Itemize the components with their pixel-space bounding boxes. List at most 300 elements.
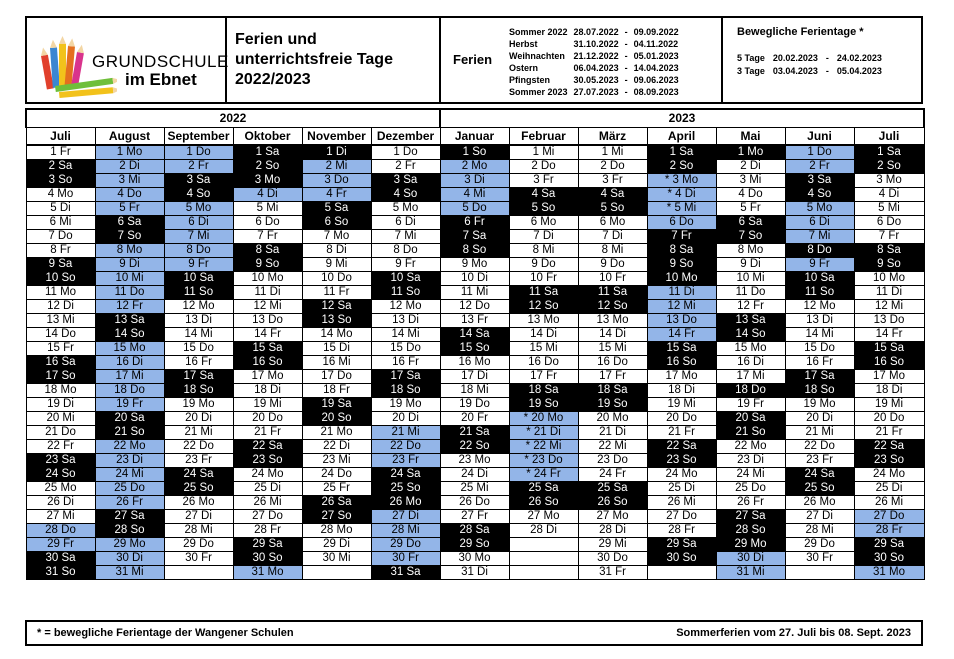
day-cell: 12 Fr: [716, 300, 785, 314]
day-cell: 15 Mi: [578, 342, 647, 356]
day-row: [26, 398, 924, 412]
day-cell: 2 Di: [716, 160, 785, 174]
day-cell: 15 Do: [785, 342, 854, 356]
day-cell: 9 So: [233, 258, 302, 272]
day-cell: 23 Fr: [785, 454, 854, 468]
bewegliche-to: 05.04.2023: [836, 66, 882, 76]
ferien-from: 27.07.2023: [573, 87, 619, 97]
day-cell: * 4 Di: [647, 188, 716, 202]
day-cell: 18 Di: [647, 384, 716, 398]
day-cell: 9 Fr: [371, 258, 440, 272]
day-cell: 26 Fr: [95, 496, 164, 510]
day-cell: 3 Sa: [164, 174, 233, 188]
day-cell: 11 Di: [647, 286, 716, 300]
day-cell: 27 Sa: [95, 510, 164, 524]
day-cell: 19 Fr: [95, 398, 164, 412]
month-header: April: [647, 127, 716, 145]
day-cell: 29 Do: [785, 538, 854, 552]
day-cell: 24 Di: [440, 468, 509, 482]
day-cell: 16 Fr: [785, 356, 854, 370]
bewegliche-title: Bewegliche Ferientage *: [737, 26, 864, 38]
ferien-to: 14.04.2023: [633, 63, 679, 73]
day-cell: 8 Sa: [233, 244, 302, 258]
day-cell: 2 So: [854, 160, 924, 174]
day-cell: 2 So: [647, 160, 716, 174]
day-cell: 7 Sa: [440, 230, 509, 244]
day-cell: 3 Mi: [716, 174, 785, 188]
day-cell: 22 Do: [371, 440, 440, 454]
day-cell: 31 Fr: [578, 566, 647, 580]
day-cell: 6 Di: [785, 216, 854, 230]
day-cell: 1 Fr: [26, 145, 95, 160]
day-cell: 16 Do: [578, 356, 647, 370]
day-cell: 3 So: [26, 174, 95, 188]
day-cell: 31 Mi: [95, 566, 164, 580]
day-cell: 25 Mo: [26, 482, 95, 496]
ferien-to: 09.09.2022: [633, 27, 679, 37]
day-row: [26, 426, 924, 440]
day-cell: 13 Fr: [440, 314, 509, 328]
day-cell: 8 Fr: [26, 244, 95, 258]
day-cell: 30 Mo: [440, 552, 509, 566]
bewegliche-ferientage: [723, 18, 921, 102]
day-cell: 19 Di: [26, 398, 95, 412]
day-cell: 29 Sa: [233, 538, 302, 552]
day-cell: 9 Sa: [26, 258, 95, 272]
day-cell: 3 Do: [302, 174, 371, 188]
day-row: [26, 272, 924, 286]
bewegliche-days: 3 Tage: [737, 66, 765, 76]
day-cell: 24 Sa: [164, 468, 233, 482]
day-cell: 16 Di: [95, 356, 164, 370]
day-cell: 7 Fr: [854, 230, 924, 244]
day-cell: 1 Mo: [95, 145, 164, 160]
day-cell: 30 Do: [578, 552, 647, 566]
day-row: [26, 216, 924, 230]
day-cell: 22 Do: [164, 440, 233, 454]
day-cell: [785, 566, 854, 580]
day-cell: 27 Do: [647, 510, 716, 524]
ferien-to: 05.01.2023: [633, 51, 679, 61]
day-cell: 4 Di: [854, 188, 924, 202]
day-cell: 13 Do: [233, 314, 302, 328]
day-cell: 25 Di: [854, 482, 924, 496]
ferien-separator: -: [624, 87, 628, 97]
day-cell: 20 Di: [371, 412, 440, 426]
day-cell: 18 Di: [854, 384, 924, 398]
day-cell: 5 So: [578, 202, 647, 216]
month-header: November: [302, 127, 371, 145]
day-cell: 8 Do: [164, 244, 233, 258]
day-cell: 20 Do: [647, 412, 716, 426]
day-cell: 2 Sa: [26, 160, 95, 174]
day-cell: 16 So: [233, 356, 302, 370]
day-cell: 9 Di: [95, 258, 164, 272]
month-header: August: [95, 127, 164, 145]
day-cell: 20 So: [302, 412, 371, 426]
day-cell: 10 Do: [302, 272, 371, 286]
day-cell: 18 Mo: [26, 384, 95, 398]
day-cell: 22 Sa: [647, 440, 716, 454]
day-cell: 21 Mi: [785, 426, 854, 440]
day-cell: 24 Do: [302, 468, 371, 482]
day-cell: 17 Mo: [647, 370, 716, 384]
day-cell: 30 So: [233, 552, 302, 566]
day-cell: 15 Mo: [716, 342, 785, 356]
day-cell: 3 Di: [440, 174, 509, 188]
day-cell: 18 So: [164, 384, 233, 398]
year-header: 2022: [26, 109, 440, 127]
day-cell: 20 Di: [164, 412, 233, 426]
day-cell: 19 Mo: [785, 398, 854, 412]
day-cell: 25 Sa: [509, 482, 578, 496]
day-cell: 26 Mi: [854, 496, 924, 510]
day-cell: 28 So: [716, 524, 785, 538]
day-cell: 19 Do: [440, 398, 509, 412]
day-cell: 24 Fr: [578, 468, 647, 482]
day-cell: 28 Mi: [164, 524, 233, 538]
day-cell: 3 Mo: [854, 174, 924, 188]
day-cell: 7 Di: [578, 230, 647, 244]
day-cell: 10 Mi: [95, 272, 164, 286]
day-cell: 15 So: [440, 342, 509, 356]
day-cell: 13 So: [302, 314, 371, 328]
day-cell: 1 Di: [302, 145, 371, 160]
day-cell: 9 Fr: [785, 258, 854, 272]
day-cell: 26 Mo: [785, 496, 854, 510]
day-cell: 16 So: [854, 356, 924, 370]
day-cell: 21 Di: [578, 426, 647, 440]
day-cell: 29 Do: [371, 538, 440, 552]
day-cell: * 20 Mo: [509, 412, 578, 426]
day-cell: 5 Sa: [302, 202, 371, 216]
day-cell: 12 Mi: [233, 300, 302, 314]
bewegliche-table: [737, 52, 890, 78]
day-cell: 7 Di: [509, 230, 578, 244]
day-cell: 30 Fr: [785, 552, 854, 566]
ferien-table: [509, 26, 685, 98]
day-cell: 29 Do: [164, 538, 233, 552]
day-cell: 2 So: [233, 160, 302, 174]
day-cell: 12 Sa: [302, 300, 371, 314]
day-row: [26, 244, 924, 258]
day-cell: 9 Mo: [440, 258, 509, 272]
day-cell: 5 Do: [440, 202, 509, 216]
day-cell: 12 Di: [26, 300, 95, 314]
day-cell: 29 Mo: [95, 538, 164, 552]
day-cell: 10 Fr: [509, 272, 578, 286]
header: [25, 16, 923, 104]
day-cell: 3 Fr: [578, 174, 647, 188]
day-cell: 27 Sa: [716, 510, 785, 524]
day-cell: 27 Mi: [26, 510, 95, 524]
day-cell: 1 Do: [371, 145, 440, 160]
day-cell: 28 Fr: [647, 524, 716, 538]
ferien-name: Pfingsten: [509, 75, 551, 85]
day-cell: [302, 566, 371, 580]
ferien-from: 30.05.2023: [573, 75, 619, 85]
day-cell: 13 Sa: [716, 314, 785, 328]
day-cell: 30 Sa: [26, 552, 95, 566]
day-cell: 7 Fr: [233, 230, 302, 244]
ferien-name: Ostern: [509, 63, 539, 73]
day-cell: 17 So: [26, 370, 95, 384]
day-cell: 27 Di: [164, 510, 233, 524]
ferien-row: [509, 86, 685, 98]
day-cell: 13 Mi: [26, 314, 95, 328]
day-cell: 17 Fr: [509, 370, 578, 384]
bewegliche-row: [737, 65, 890, 78]
day-cell: 21 So: [95, 426, 164, 440]
day-cell: 16 Sa: [26, 356, 95, 370]
day-cell: 11 So: [371, 286, 440, 300]
day-row: [26, 300, 924, 314]
day-cell: 26 So: [578, 496, 647, 510]
ferien-row: [509, 74, 685, 86]
day-cell: 17 Do: [302, 370, 371, 384]
day-cell: 4 Do: [95, 188, 164, 202]
day-cell: 9 Do: [509, 258, 578, 272]
day-cell: 8 Do: [785, 244, 854, 258]
day-cell: * 21 Di: [509, 426, 578, 440]
day-cell: 10 Sa: [371, 272, 440, 286]
day-cell: * 23 Do: [509, 454, 578, 468]
day-cell: 27 Do: [233, 510, 302, 524]
day-cell: 24 Mo: [647, 468, 716, 482]
day-cell: 16 Mi: [302, 356, 371, 370]
day-cell: 18 So: [785, 384, 854, 398]
day-cell: 15 Mo: [95, 342, 164, 356]
day-cell: 3 Sa: [371, 174, 440, 188]
day-cell: 15 Sa: [854, 342, 924, 356]
ferien-separator: -: [624, 39, 628, 49]
day-cell: 26 Mo: [371, 496, 440, 510]
day-cell: 14 Mi: [371, 328, 440, 342]
day-cell: 20 Mi: [26, 412, 95, 426]
day-cell: 10 So: [26, 272, 95, 286]
day-cell: 24 Mo: [854, 468, 924, 482]
day-cell: 25 Di: [233, 482, 302, 496]
day-cell: * 24 Fr: [509, 468, 578, 482]
day-cell: 30 Di: [716, 552, 785, 566]
day-cell: 3 Mi: [95, 174, 164, 188]
day-cell: 29 Mo: [716, 538, 785, 552]
day-cell: 13 Di: [785, 314, 854, 328]
day-cell: 3 Fr: [509, 174, 578, 188]
ferien-row: [509, 38, 685, 50]
day-cell: 5 Mo: [371, 202, 440, 216]
day-cell: 9 Di: [716, 258, 785, 272]
day-cell: 9 Do: [578, 258, 647, 272]
ferien-separator: -: [624, 51, 628, 61]
day-row: [26, 188, 924, 202]
day-cell: 6 Di: [164, 216, 233, 230]
day-row: [26, 286, 924, 300]
day-cell: 25 Mi: [440, 482, 509, 496]
day-cell: 4 So: [785, 188, 854, 202]
day-cell: 26 Fr: [716, 496, 785, 510]
day-cell: 8 Mo: [716, 244, 785, 258]
day-cell: 14 Fr: [854, 328, 924, 342]
day-cell: 7 Mi: [164, 230, 233, 244]
day-cell: 2 Fr: [785, 160, 854, 174]
day-cell: 17 Di: [440, 370, 509, 384]
day-cell: 7 So: [716, 230, 785, 244]
day-cell: 11 Fr: [302, 286, 371, 300]
ferien-to: 04.11.2022: [633, 39, 679, 49]
day-cell: 10 Fr: [578, 272, 647, 286]
day-row: [26, 538, 924, 552]
ferien-row: [509, 50, 685, 62]
day-cell: 14 So: [716, 328, 785, 342]
day-cell: 6 Mi: [26, 216, 95, 230]
day-row: [26, 328, 924, 342]
day-cell: 17 Mo: [854, 370, 924, 384]
day-cell: 2 Mo: [440, 160, 509, 174]
day-cell: [509, 538, 578, 552]
day-cell: 23 Fr: [164, 454, 233, 468]
day-cell: 16 Do: [509, 356, 578, 370]
day-cell: 7 Fr: [647, 230, 716, 244]
day-row: [26, 566, 924, 580]
day-cell: 10 Mo: [647, 272, 716, 286]
day-cell: 8 Mo: [95, 244, 164, 258]
day-cell: 21 Fr: [647, 426, 716, 440]
day-cell: 12 Mi: [647, 300, 716, 314]
day-row: [26, 356, 924, 370]
day-row: [26, 524, 924, 538]
school-logo: [27, 18, 227, 102]
month-header: Mai: [716, 127, 785, 145]
day-cell: 29 Sa: [854, 538, 924, 552]
day-cell: 6 Sa: [95, 216, 164, 230]
day-cell: 2 Do: [578, 160, 647, 174]
day-cell: 3 Mo: [233, 174, 302, 188]
day-cell: 17 Mi: [716, 370, 785, 384]
day-cell: 26 Sa: [302, 496, 371, 510]
day-cell: 13 Di: [371, 314, 440, 328]
ferien-to: 09.06.2023: [633, 75, 679, 85]
title-line1: Ferien und: [235, 31, 317, 48]
title-line3: 2022/2023: [235, 71, 311, 88]
day-cell: 13 Do: [854, 314, 924, 328]
ferien-separator: -: [624, 75, 628, 85]
bewegliche-separator: -: [825, 53, 829, 63]
day-cell: 7 Mi: [371, 230, 440, 244]
day-cell: 14 So: [95, 328, 164, 342]
day-cell: 1 So: [440, 145, 509, 160]
school-name-line2: im Ebnet: [125, 70, 197, 89]
day-cell: 14 Mi: [164, 328, 233, 342]
day-cell: 11 So: [785, 286, 854, 300]
day-cell: 10 Di: [440, 272, 509, 286]
day-cell: 5 Mi: [233, 202, 302, 216]
day-cell: 5 Fr: [716, 202, 785, 216]
day-cell: 15 Mi: [509, 342, 578, 356]
day-cell: 20 Fr: [440, 412, 509, 426]
day-cell: 5 Mi: [854, 202, 924, 216]
calendar-grid: [25, 108, 925, 580]
day-cell: 23 Sa: [26, 454, 95, 468]
day-cell: 29 Sa: [647, 538, 716, 552]
day-cell: 11 So: [164, 286, 233, 300]
day-cell: 29 Fr: [26, 538, 95, 552]
day-cell: 22 Mo: [716, 440, 785, 454]
day-cell: 8 Di: [302, 244, 371, 258]
day-cell: 30 So: [854, 552, 924, 566]
bewegliche-separator: -: [825, 66, 829, 76]
day-cell: 28 Sa: [440, 524, 509, 538]
day-cell: 8 Mi: [578, 244, 647, 258]
day-cell: 26 So: [509, 496, 578, 510]
day-cell: 16 Fr: [164, 356, 233, 370]
day-cell: 6 Mo: [578, 216, 647, 230]
day-row: [26, 468, 924, 482]
month-header: Juli: [26, 127, 95, 145]
day-cell: 18 Do: [95, 384, 164, 398]
day-cell: 12 Mo: [785, 300, 854, 314]
day-row: [26, 510, 924, 524]
day-cell: 19 So: [509, 398, 578, 412]
day-row: [26, 145, 924, 160]
day-cell: 23 Do: [578, 454, 647, 468]
day-cell: 14 Sa: [440, 328, 509, 342]
day-cell: 18 Sa: [578, 384, 647, 398]
day-cell: 1 Sa: [854, 145, 924, 160]
day-cell: 19 Fr: [716, 398, 785, 412]
day-cell: 11 Sa: [578, 286, 647, 300]
day-cell: 23 Fr: [371, 454, 440, 468]
day-cell: 12 So: [509, 300, 578, 314]
day-cell: 18 So: [371, 384, 440, 398]
day-cell: 5 Fr: [95, 202, 164, 216]
day-cell: 6 So: [302, 216, 371, 230]
day-cell: 23 Di: [716, 454, 785, 468]
day-cell: 27 Fr: [440, 510, 509, 524]
day-cell: 18 Fr: [302, 384, 371, 398]
ferien-from: 21.12.2022: [573, 51, 619, 61]
day-cell: 16 So: [647, 356, 716, 370]
day-cell: 16 Mo: [440, 356, 509, 370]
day-cell: 14 Mo: [302, 328, 371, 342]
day-cell: 6 Mo: [509, 216, 578, 230]
day-row: [26, 342, 924, 356]
page-title: [227, 18, 441, 102]
ferien-separator: -: [624, 27, 628, 37]
day-cell: 31 Mi: [716, 566, 785, 580]
day-cell: 22 Fr: [26, 440, 95, 454]
day-cell: 20 Do: [233, 412, 302, 426]
day-cell: 24 Mo: [233, 468, 302, 482]
day-cell: 11 Di: [233, 286, 302, 300]
ferien-name: Sommer 2023: [509, 87, 568, 97]
day-cell: 17 Sa: [785, 370, 854, 384]
day-cell: 23 Di: [95, 454, 164, 468]
day-cell: 15 Di: [302, 342, 371, 356]
day-cell: 13 Mo: [578, 314, 647, 328]
day-cell: 13 Di: [164, 314, 233, 328]
day-cell: 8 So: [440, 244, 509, 258]
month-header: Januar: [440, 127, 509, 145]
day-row: [26, 258, 924, 272]
day-cell: 29 Di: [302, 538, 371, 552]
day-cell: 21 Mo: [302, 426, 371, 440]
day-cell: 10 Sa: [785, 272, 854, 286]
day-cell: 22 Mo: [95, 440, 164, 454]
day-cell: 27 Di: [785, 510, 854, 524]
day-cell: 27 Di: [371, 510, 440, 524]
month-row: [26, 127, 924, 145]
